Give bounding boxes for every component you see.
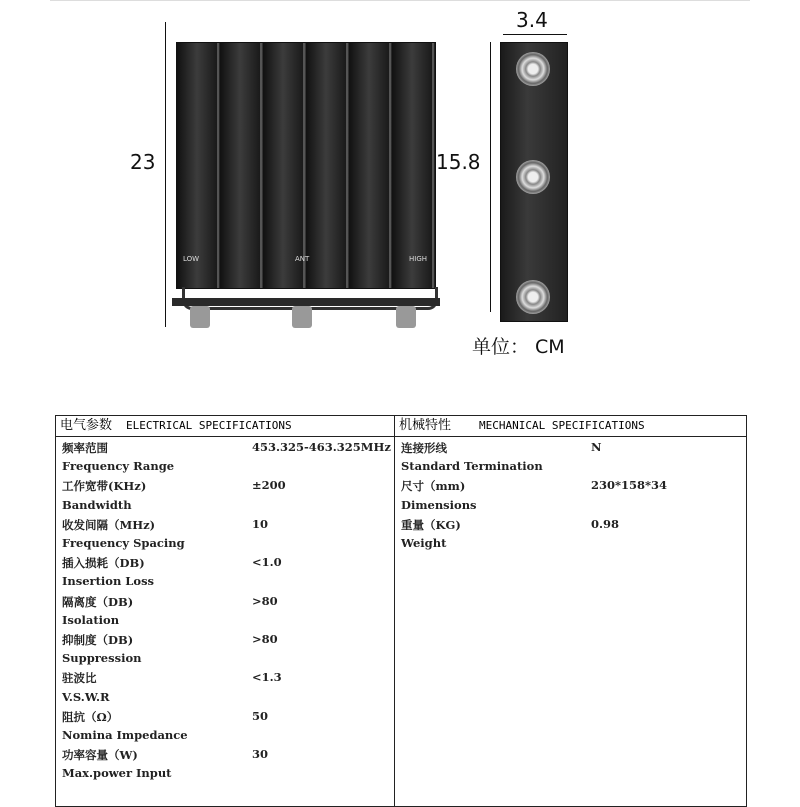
electrical-row-value: >80 bbox=[252, 593, 278, 608]
width-label: 3.4 bbox=[516, 8, 548, 32]
electrical-row-en: Max.power Input bbox=[62, 766, 172, 781]
mechanical-row-cn: 重量（KG) bbox=[401, 517, 461, 532]
electrical-row-en: Insertion Loss bbox=[62, 574, 155, 589]
width-dimension-line bbox=[503, 34, 567, 35]
mechanical-title-en: MECHANICAL SPECIFICATIONS bbox=[479, 419, 645, 432]
mechanical-section bbox=[395, 416, 746, 806]
spec-table bbox=[55, 415, 747, 807]
electrical-row-value: <1.3 bbox=[252, 670, 282, 685]
electrical-row-cn: 插入损耗（DB) bbox=[62, 556, 145, 571]
height-dimension-line bbox=[165, 22, 166, 327]
electrical-row-cn: 收发间隔（MHz) bbox=[62, 517, 156, 532]
mechanical-row-value: 230*158*34 bbox=[591, 478, 668, 493]
height-label: 23 bbox=[130, 150, 156, 174]
mechanical-title-cn: 机械特性 bbox=[399, 418, 452, 433]
electrical-row-value: 50 bbox=[252, 708, 269, 723]
electrical-row-value: 30 bbox=[252, 747, 269, 762]
top-divider bbox=[50, 0, 750, 1]
electrical-row-en: V.S.W.R bbox=[62, 689, 110, 704]
electrical-row-en: Nomina Impedance bbox=[62, 728, 188, 742]
electrical-row-en: Suppression bbox=[62, 651, 142, 666]
mechanical-row-cn: 尺寸（mm) bbox=[401, 479, 466, 494]
electrical-row-value: <1.0 bbox=[252, 555, 282, 570]
electrical-row-en: Isolation bbox=[62, 612, 120, 627]
electrical-row-en: Frequency Spacing bbox=[62, 536, 185, 550]
electrical-row-en: Frequency Range bbox=[62, 459, 175, 474]
electrical-row-cn: 频率范围 bbox=[62, 441, 108, 455]
mechanical-row-value: 0.98 bbox=[591, 516, 620, 531]
duplexer-side-view bbox=[500, 42, 570, 320]
electrical-row-cn: 抑制度（DB) bbox=[62, 633, 134, 647]
electrical-title-cn: 电气参数 bbox=[60, 418, 113, 433]
electrical-row-cn: 隔离度（DB) bbox=[62, 594, 134, 609]
mechanical-row-cn: 连接形线 bbox=[401, 441, 447, 455]
mechanical-row-en: Dimensions bbox=[401, 497, 477, 512]
duplexer-front-view bbox=[172, 30, 440, 330]
electrical-row-cn: 阻抗（Ω） bbox=[62, 709, 119, 724]
port-label-ant: ANT bbox=[295, 255, 310, 263]
electrical-row-value: 10 bbox=[252, 516, 269, 531]
mechanical-row-en: Weight bbox=[401, 536, 447, 550]
depth-dimension-line bbox=[490, 42, 491, 312]
electrical-row-cn: 驻波比 bbox=[62, 671, 97, 686]
electrical-row-value: 453.325-463.325MHz bbox=[252, 440, 391, 454]
electrical-title-en: ELECTRICAL SPECIFICATIONS bbox=[126, 419, 292, 432]
electrical-row-cn: 功率容量（W) bbox=[62, 748, 138, 763]
unit-label: 单位： CM bbox=[472, 336, 565, 358]
electrical-row-en: Bandwidth bbox=[62, 497, 132, 512]
electrical-row-cn: 工作宽带(KHz) bbox=[62, 479, 147, 494]
electrical-row-value: ±200 bbox=[252, 478, 286, 493]
depth-label: 15.8 bbox=[436, 150, 481, 174]
electrical-section bbox=[56, 416, 395, 806]
mechanical-row-en: Standard Termination bbox=[401, 459, 543, 474]
electrical-row-value: >80 bbox=[252, 632, 278, 646]
mechanical-row-value: N bbox=[591, 440, 602, 454]
port-label-high: HIGH bbox=[409, 255, 428, 263]
port-label-low: LOW bbox=[183, 255, 200, 263]
